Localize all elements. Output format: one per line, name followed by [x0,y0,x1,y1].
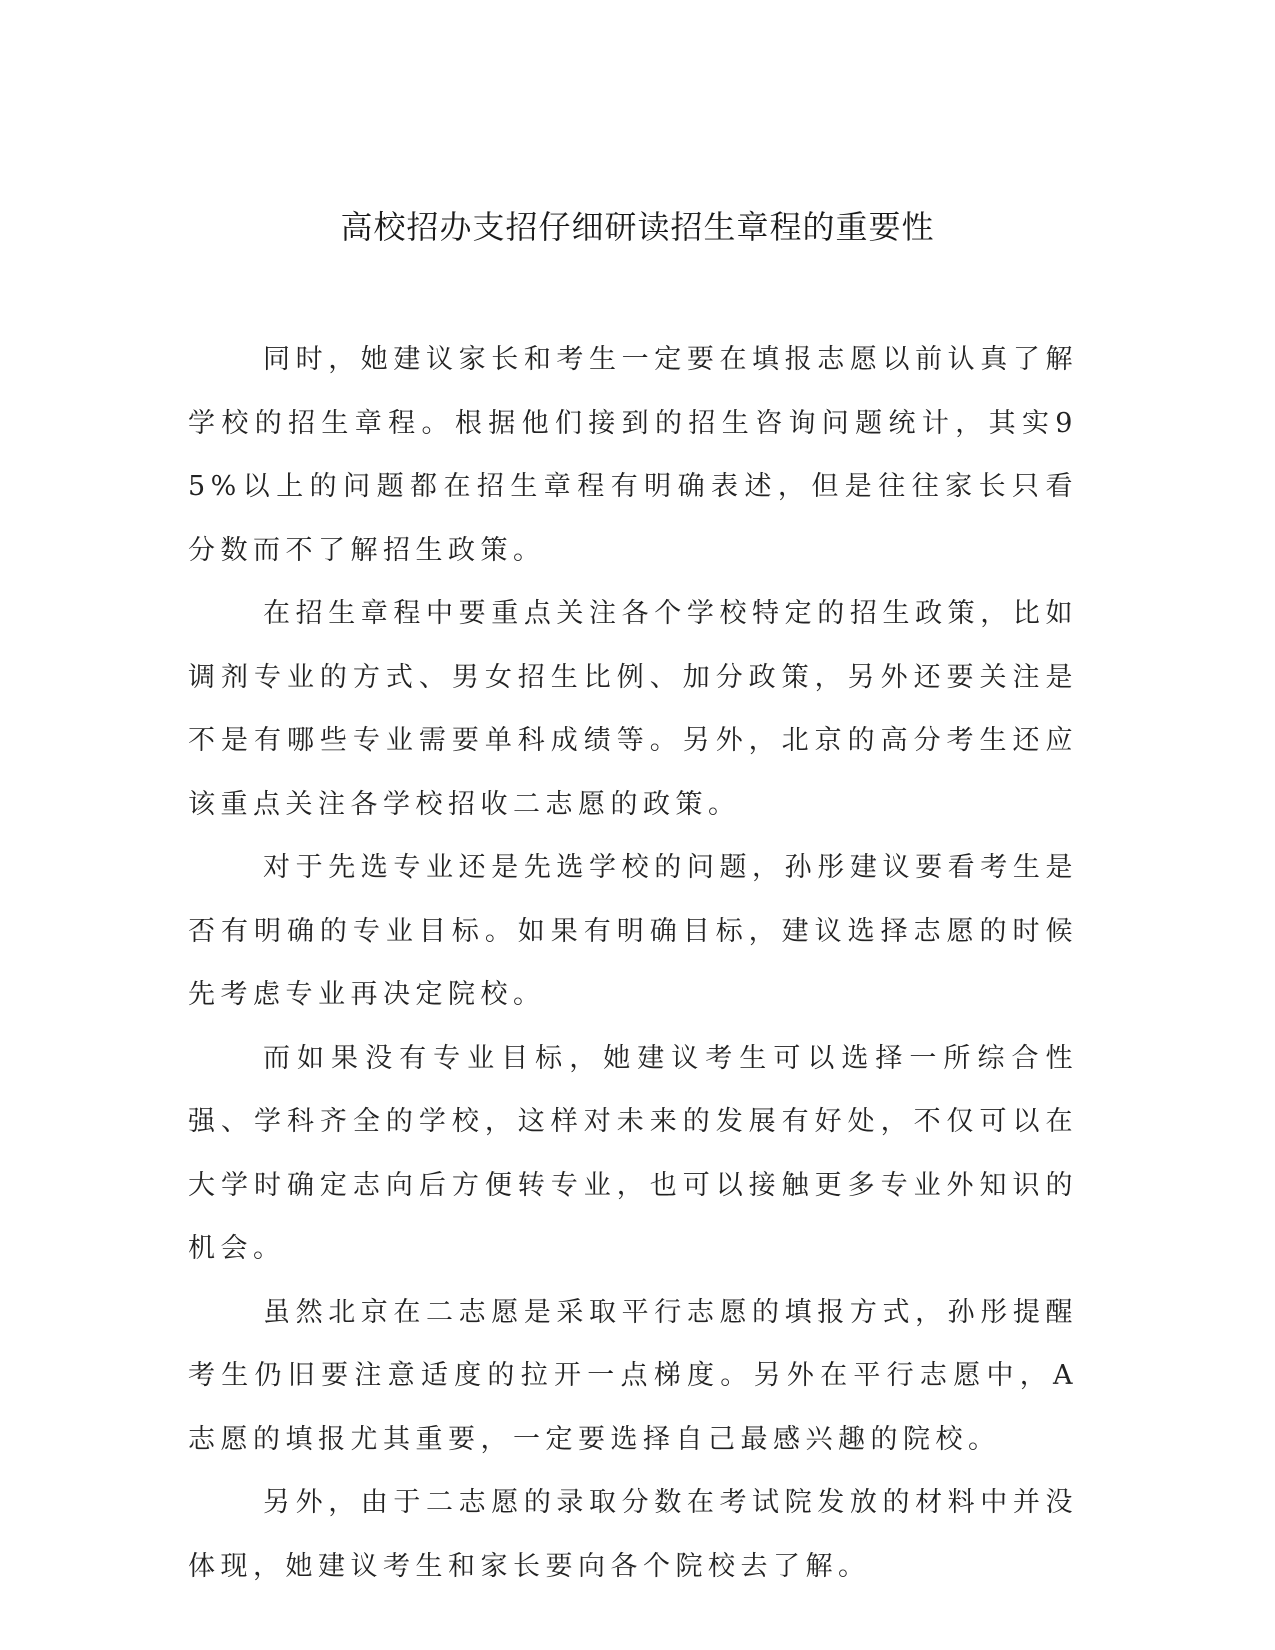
paragraph: 另外，由于二志愿的录取分数在考试院发放的材料中并没体现，她建议考生和家长要向各个院校去了解。 [188,1487,1078,1582]
paragraph: 在招生章程中要重点关注各个学校特定的招生政策，比如调剂专业的方式、男女招生比例、加分政策，另外还要关注是不是有哪些专业需要单科成绩等。另外，北京的高分考生还应该重点关注各学校招收二志愿的政策。 [188,598,1078,820]
paragraph: 而如果没有专业目标，她建议考生可以选择一所综合性强、学科齐全的学校，这样对未来的发展有好处，不仅可以在大学时确定志向后方便转专业，也可以接触更多专业外知识的机会。 [188,1042,1078,1264]
paragraph: 对于先选专业还是先选学校的问题，孙彤建议要看考生是否有明确的专业目标。如果有明确目标，建议选择志愿的时候先考虑专业再决定院校。 [188,852,1078,1010]
document-body [188,328,1078,1598]
document-title: 高校招办支招仔细研读招生章程的重要性 [340,208,935,246]
paragraph: 虽然北京在二志愿是采取平行志愿的填报方式，孙彤提醒考生仍旧要注意适度的拉开一点梯度。另外在平行志愿中，A志愿的填报尤其重要，一定要选择自己最感兴趣的院校。 [188,1296,1078,1455]
paragraph: 同时，她建议家长和考生一定要在填报志愿以前认真了解学校的招生章程。根据他们接到的招生咨询问题统计，其实95%以上的问题都在招生章程有明确表述，但是往往家长只看分数而不了解招生政策。 [188,344,1078,566]
